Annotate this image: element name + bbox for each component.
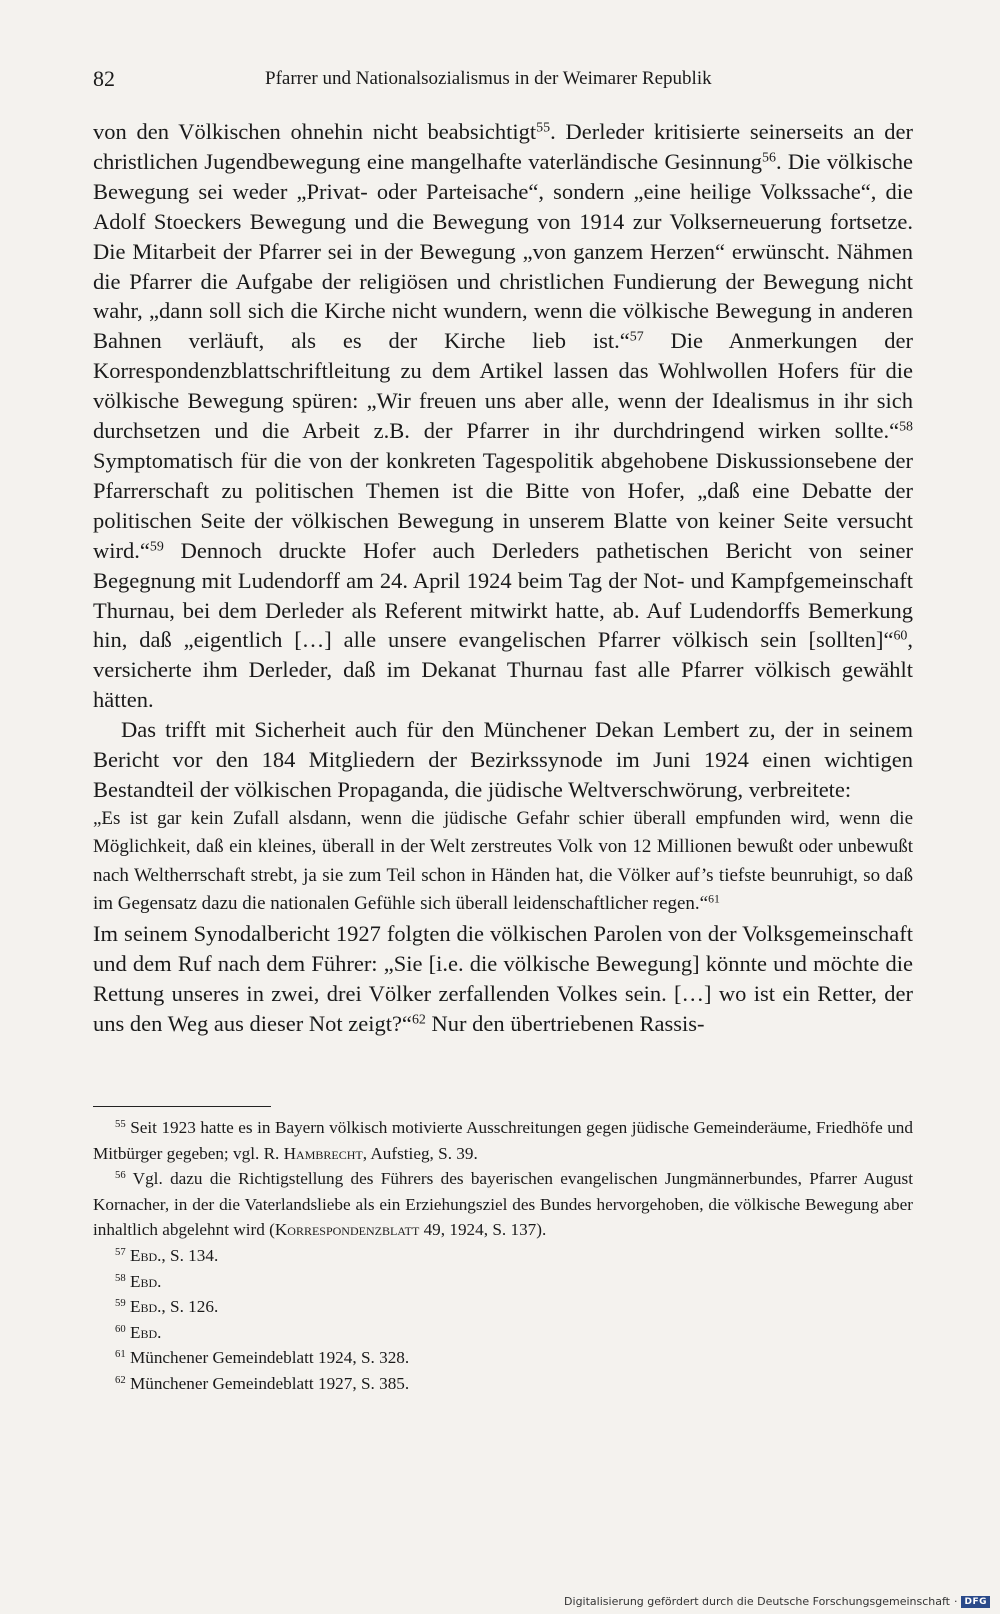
footnote-number: 60 (115, 1323, 126, 1335)
footnote-number: 61 (115, 1349, 126, 1361)
footnote-ebd: Ebd. (129, 1245, 162, 1265)
main-text (93, 117, 913, 1038)
footnote-61 (93, 1345, 913, 1371)
footnote-ebd: Ebd. (129, 1322, 162, 1342)
paragraph-1 (93, 117, 913, 715)
footnote-text: , Aufstieg, S. 39. (362, 1143, 478, 1163)
footnote-divider (93, 1106, 271, 1107)
footnote-ebd: Ebd. (129, 1271, 162, 1291)
footnote-ref: 56 (762, 150, 776, 166)
footnote-number: 59 (115, 1298, 126, 1310)
running-title: Pfarrer und Nationalsozialismus in der Weimarer Republik (265, 68, 712, 89)
text-span: . Derleder kritisierte seinerseits an der christlichen Jugendbewegung eine mangelhafte vaterländische Gesinnung (93, 119, 913, 174)
text-span: . Die völkische Bewegung sei weder „Privat- oder Parteisache“, sondern „eine heilige Volkssache“, die Adolf Stoeckers Bewegung und die Bewegung von 1914 zur Volkserneuerung fortsetze. Die Mitarbeit der Pfarrer sei in der Bewegung „von ganzem Herzen“ erwünscht. Nähmen die Pfarrer die Aufgabe der religiösen und christlichen Fundierung der Bewegung nicht wahr, „dann soll sich die Kirche nicht wundern, wenn die völkische Bewegung in anderen Bahnen verläuft, als es der Kirche lieb ist.“ (93, 148, 913, 354)
paragraph-3 (93, 919, 913, 1039)
text-span: , versicherte ihm Derleder, daß im Dekanat Thurnau fast alle Pfarrer völkisch gewählt hätten. (93, 627, 913, 713)
footnote-text: 49, 1924, S. 137). (419, 1220, 547, 1240)
text-span: Nur den übertriebenen Rassis- (425, 1010, 705, 1036)
credit-text: Digitalisierung gefördert durch die Deutsche Forschungsgemeinschaft (564, 1595, 950, 1608)
footnotes (93, 1115, 913, 1397)
footnote-ref: 57 (629, 329, 644, 345)
footnote-number: 58 (115, 1272, 126, 1284)
footnote-62 (93, 1371, 913, 1397)
digitization-credit (564, 1595, 990, 1608)
footnote-59 (93, 1294, 913, 1320)
dfg-logo: DFG (961, 1596, 990, 1608)
footnote-ref: 55 (536, 120, 551, 136)
footnote-number: 56 (115, 1170, 126, 1182)
quote-text: „Es ist gar kein Zufall alsdann, wenn die jüdische Gefahr schier überall empfunden wird, wenn die Möglichkeit, daß ein kleines, überall in der Welt zerstreutes Volk von 12 Millionen bewußt oder unbewußt nach Weltherrschaft strebt, ja sie zum Teil schon in Händen hat, die Völker auf’s tiefste beunruhigt, so daß im Gegensatz dazu die nationalen Gefühle sich überall leidenschaftlicher regen.“ (93, 807, 913, 915)
text-span: von den Völkischen ohnehin nicht beabsichtigt (93, 119, 537, 144)
footnote-author: Hambrecht (283, 1143, 363, 1163)
page-number: 82 (93, 66, 115, 91)
footnote-55 (93, 1115, 913, 1166)
text-span: Im seinem Synodalbericht 1927 folgten die völkischen Parolen von der Volksgemeinschaft und dem Ruf nach dem Führer: „Sie [i.e. die völkische Bewegung] könnte und möchte die Rettung unseres in zwei, drei Völker zerfallenden Volkes sein. […] wo ist ein Retter, der uns den Weg aus dieser Not zeigt?“ (93, 920, 913, 1036)
footnote-ref: 61 (708, 892, 720, 906)
text-span: Die Anmerkungen der Korrespondenzblattschriftleitung zu dem Artikel lassen das Wohlwollen Hofers für die völkische Bewegung spüren: „Wir freuen uns aber alle, wenn der Idealismus in ihr sich durchsetzen und die Arbeit z.B. der Pfarrer in ihr durchdringend wirken sollte.“ (93, 328, 913, 444)
block-quote (93, 805, 913, 919)
footnote-text: Münchener Gemeindeblatt 1924, S. 328. (129, 1348, 410, 1368)
footnote-text: , S. 126. (161, 1297, 219, 1317)
footnote-ebd: Ebd. (129, 1297, 162, 1317)
footnote-number: 62 (115, 1375, 126, 1387)
footnote-source: Korrespondenzblatt (274, 1220, 420, 1240)
footnote-58 (93, 1269, 913, 1295)
footnote-60 (93, 1320, 913, 1346)
footnote-ref: 60 (893, 628, 908, 644)
footnote-number: 57 (115, 1247, 126, 1259)
footnote-ref: 58 (899, 419, 913, 435)
footnote-text: Seit 1923 hatte es in Bayern völkisch motivierte Ausschreitungen gegen jüdische Gemeinderäume, Friedhöfe und Mitbürger gegeben; vgl. R. (93, 1118, 913, 1163)
footnote-text: , S. 134. (161, 1245, 219, 1265)
footnote-number: 55 (115, 1119, 126, 1131)
footnote-ref: 59 (149, 539, 164, 555)
footnote-ref: 62 (411, 1011, 426, 1027)
footnote-57 (93, 1243, 913, 1269)
separator: · (953, 1595, 958, 1608)
paragraph-2: Das trifft mit Sicherheit auch für den Münchener Dekan Lembert zu, der in seinem Bericht vor den 184 Mitgliedern der Bezirkssynode im Juni 1924 einen wichtigen Bestandteil der völkischen Propaganda, die jüdische Weltverschwörung, verbreitete: (93, 717, 913, 802)
footnote-56 (93, 1166, 913, 1243)
text-span: Symptomatisch für die von der konkreten Tagespolitik abgehobene Diskussionsebene der Pfarrerschaft zu politischen Themen ist die Bitte von Hofer, „daß eine Debatte der politischen Seite der völkischen Bewegung in unserem Blatte von keiner Seite versucht wird.“ (93, 447, 913, 563)
footnote-text: Münchener Gemeindeblatt 1927, S. 385. (129, 1373, 410, 1393)
text-span: Dennoch druckte Hofer auch Derleders pathetischen Bericht von seiner Begegnung mit Ludendorff am 24. April 1924 beim Tag der Not- und Kampfgemeinschaft Thurnau, bei dem Derleder als Referent mitwirkt hatte, ab. Auf Ludendorffs Bemerkung hin, daß „eigentlich […] alle unsere evangelischen Pfarrer völkisch sein [sollten]“ (93, 537, 913, 653)
footnote-text: Vgl. dazu die Richtigstellung des Führers des bayerischen evangelischen Jungmännerbundes, Pfarrer August Kornacher, in der die Vaterlandsliebe als ein Erziehungsziel des Bundes hervorgehoben, die völkische Bewegung aber inhaltlich abgelehnt wird ( (93, 1169, 913, 1240)
